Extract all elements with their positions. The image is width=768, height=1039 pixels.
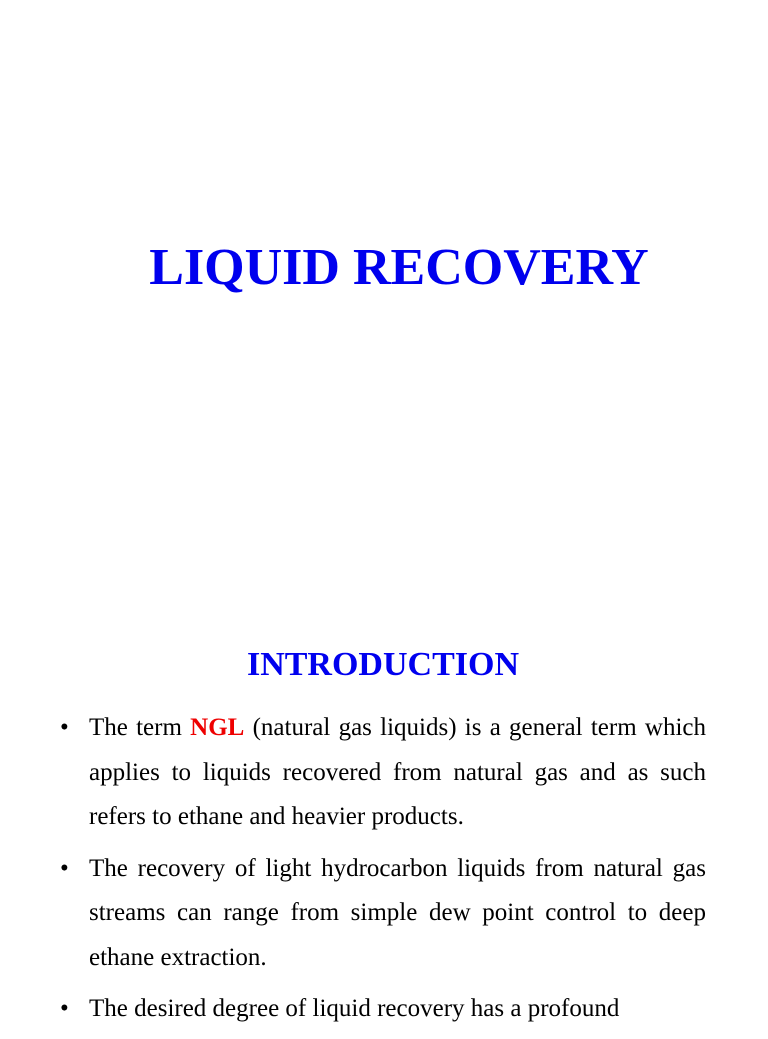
bullet-list xyxy=(60,706,706,1039)
section-heading: INTRODUCTION xyxy=(246,646,520,683)
bullet-marker-icon: • xyxy=(60,714,69,741)
bullet-item-recovery-degree xyxy=(60,987,706,1032)
page-title: LIQUID RECOVERY xyxy=(149,239,649,296)
bullet-item-recovery-range xyxy=(60,847,706,981)
bullet-marker-icon: • xyxy=(60,854,69,882)
bullet-text-pre: The term xyxy=(89,714,191,741)
bullet-item-ngl xyxy=(60,706,706,840)
ngl-highlight: NGL xyxy=(190,714,245,741)
bullet-text-post: (natural gas liquids) is a general term which applies to liquids recovered from natural gas and as such refers to ethane and heavier products. xyxy=(89,714,706,830)
bullet-text: The desired degree of liquid recovery has a profound xyxy=(89,995,620,1022)
bullet-marker-icon: • xyxy=(60,995,69,1022)
bullet-text: The recovery of light hydrocarbon liquids from natural gas streams can range from simple dew point control to deep ethane extraction. xyxy=(89,854,706,971)
